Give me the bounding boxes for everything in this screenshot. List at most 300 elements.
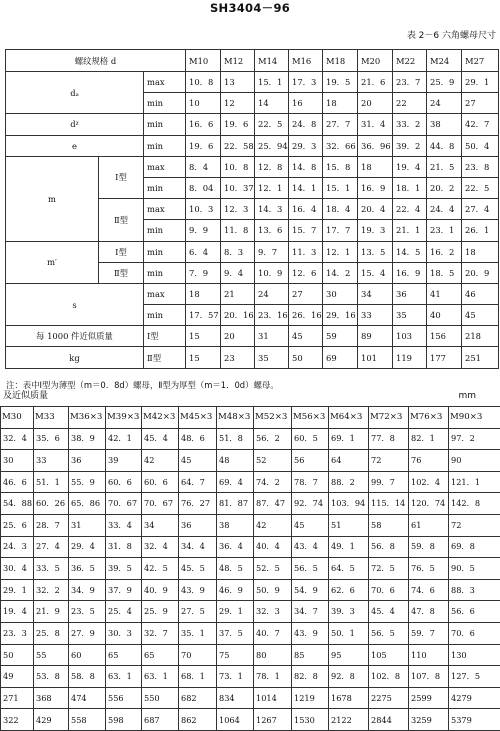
table-row <box>1 428 500 450</box>
table-cell: 50．9 <box>254 579 292 601</box>
column-header: M12 <box>221 50 255 72</box>
table-cell: 40．9 <box>142 579 179 601</box>
table-cell: 34．4 <box>179 536 217 558</box>
table-cell: 12．1 <box>255 177 289 198</box>
table-cell: 25．94 <box>255 135 289 156</box>
table-cell: 60．6 <box>142 471 179 493</box>
table-cell: 18 <box>462 241 499 262</box>
table-cell: 7．9 <box>186 262 221 283</box>
table-cell: 42．7 <box>462 114 499 135</box>
table-cell: 46．9 <box>217 579 254 601</box>
table-cell: 33 <box>358 305 393 326</box>
table-cell: 29．4 <box>69 536 106 558</box>
limit-label: min <box>144 305 186 326</box>
table-row <box>6 347 499 368</box>
table-cell: 32．66 <box>323 135 358 156</box>
table-cell: 39 <box>106 450 142 472</box>
table-row <box>1 622 500 644</box>
row-group-label: e <box>6 135 144 156</box>
table-cell: 24 <box>427 93 462 114</box>
table-cell: 862 <box>179 709 217 731</box>
table-cell: 30 <box>323 283 358 304</box>
table-row <box>6 156 499 177</box>
table-cell: 12 <box>221 93 255 114</box>
table-cell: 65 <box>106 644 142 666</box>
table-cell: 29．1 <box>462 72 499 93</box>
table-cell: 46 <box>462 283 499 304</box>
table-cell: 1219 <box>292 687 329 709</box>
table-cell: 14．1 <box>289 177 323 198</box>
row-group-label: dₐ <box>6 72 144 114</box>
table-cell: 60 <box>69 644 106 666</box>
limit-label: min <box>144 262 186 283</box>
table-cell: 12．3 <box>221 199 255 220</box>
table-cell: 10．37 <box>221 177 255 198</box>
table-cell: 558 <box>69 709 106 731</box>
limit-label: min <box>144 241 186 262</box>
table-cell: 95 <box>329 644 369 666</box>
table-cell: 36．4 <box>217 536 254 558</box>
table-cell: 550 <box>142 687 179 709</box>
table-cell: 10．8 <box>186 72 221 93</box>
table-cell: 13．6 <box>255 220 289 241</box>
table-cell: 20．16 <box>221 305 255 326</box>
table-cell: 102．4 <box>409 471 449 493</box>
table-cell: 31 <box>69 514 106 536</box>
table-cell: 97．2 <box>449 428 500 450</box>
table-cell: 103 <box>393 326 427 347</box>
table-cell: 15 <box>186 326 221 347</box>
table-cell: 474 <box>69 687 106 709</box>
table-cell: 25．9 <box>142 601 179 623</box>
table-cell: 27 <box>462 93 499 114</box>
table-cell: 36．5 <box>69 558 106 580</box>
table-row <box>1 644 500 666</box>
table-cell: 1064 <box>217 709 254 731</box>
table-cell: 9．4 <box>221 262 255 283</box>
column-header: M39×3 <box>106 407 142 429</box>
table-cell: 3259 <box>409 709 449 731</box>
table-cell: 45 <box>292 514 329 536</box>
table-cell: 45 <box>179 450 217 472</box>
table-cell: 21．1 <box>393 220 427 241</box>
table-cell: 34 <box>142 514 179 536</box>
table-cell: 39．5 <box>106 558 142 580</box>
column-header: M64×3 <box>329 407 369 429</box>
limit-label: max <box>144 72 186 93</box>
table-cell: 16．4 <box>289 199 323 220</box>
table-cell: 142．8 <box>449 493 500 515</box>
table-cell: 119 <box>393 347 427 368</box>
table-cell: 23．1 <box>427 220 462 241</box>
table-cell: 27．4 <box>34 536 69 558</box>
table-cell: 322 <box>1 709 34 731</box>
table-cell: 68．1 <box>179 666 217 688</box>
column-header: M18 <box>323 50 358 72</box>
table-cell: 22．5 <box>462 177 499 198</box>
table-cell: 82．1 <box>409 428 449 450</box>
table-cell: 43．9 <box>292 622 329 644</box>
table-row <box>1 450 500 472</box>
table-cell: 48．5 <box>217 558 254 580</box>
column-header: M52×3 <box>254 407 292 429</box>
table-cell: 1267 <box>254 709 292 731</box>
table-cell: 72 <box>449 514 500 536</box>
table-cell: 14．3 <box>255 199 289 220</box>
table-cell: 27．5 <box>179 601 217 623</box>
table-cell: 99．7 <box>369 471 409 493</box>
row-group-label: m′ <box>6 241 99 283</box>
table-cell: 107．8 <box>409 666 449 688</box>
table-cell: 16．2 <box>427 241 462 262</box>
row-group-label: s <box>6 283 144 325</box>
table-cell: 18 <box>323 93 358 114</box>
table2-unit: mm <box>458 390 476 402</box>
table-cell: 50．4 <box>462 135 499 156</box>
table-cell: 30 <box>1 450 34 472</box>
table-cell: 55 <box>34 644 69 666</box>
table-cell: 29．3 <box>289 135 323 156</box>
table-cell: 368 <box>34 687 69 709</box>
table-cell: 14．5 <box>393 241 427 262</box>
table-cell: 2122 <box>329 709 369 731</box>
table-cell: 45 <box>462 305 499 326</box>
column-header: M45×3 <box>179 407 217 429</box>
table-cell: 64 <box>329 450 369 472</box>
table-cell: 20．4 <box>358 199 393 220</box>
table-cell: 81．87 <box>217 493 254 515</box>
table-cell: 11．3 <box>289 241 323 262</box>
table-cell: 65 <box>142 644 179 666</box>
table-cell: 45．5 <box>179 558 217 580</box>
table-cell: 35 <box>255 347 289 368</box>
table-cell: 58 <box>369 514 409 536</box>
table-cell: 21．5 <box>427 156 462 177</box>
table-cell: 19．3 <box>358 220 393 241</box>
table-cell: 177 <box>427 347 462 368</box>
table-cell: 36 <box>393 283 427 304</box>
table-cell: 25．9 <box>427 72 462 93</box>
type-label: Ⅰ型 <box>99 241 144 262</box>
table-cell: 19．6 <box>221 114 255 135</box>
table-cell: 78．1 <box>254 666 292 688</box>
table-cell: 4279 <box>449 687 500 709</box>
table-cell: 35．1 <box>179 622 217 644</box>
table-cell: 42 <box>254 514 292 536</box>
table-cell: 60．26 <box>34 493 69 515</box>
table-header-row <box>6 50 499 72</box>
column-header: M42×3 <box>142 407 179 429</box>
table-cell: 38．9 <box>69 428 106 450</box>
table-cell: 101 <box>358 347 393 368</box>
table1-caption: 表 2－6 六角螺母尺寸 <box>407 30 496 42</box>
table-cell: 56．5 <box>292 558 329 580</box>
table-cell: 39．3 <box>329 601 369 623</box>
table-cell: 61 <box>409 514 449 536</box>
table-cell: 76．27 <box>179 493 217 515</box>
table-cell: 32．7 <box>142 622 179 644</box>
table-cell: 429 <box>34 709 69 731</box>
table-cell: 25．6 <box>1 514 34 536</box>
table-cell: 31．8 <box>106 536 142 558</box>
table-cell: 20．2 <box>427 177 462 198</box>
table-cell: 62．6 <box>329 579 369 601</box>
table-cell: 25．4 <box>106 601 142 623</box>
table-row <box>6 241 499 262</box>
table-cell: 16．9 <box>393 262 427 283</box>
table-cell: 33 <box>34 450 69 472</box>
table-cell: 33．2 <box>393 114 427 135</box>
table-cell: 19．4 <box>1 601 34 623</box>
table-cell: 218 <box>462 326 499 347</box>
table-cell: 78．7 <box>292 471 329 493</box>
column-header: M36×3 <box>69 407 106 429</box>
type-label: Ⅱ型 <box>99 262 144 283</box>
row-group-label: dᵡ <box>6 114 144 135</box>
table-cell: 14 <box>255 93 289 114</box>
table-cell: 15．7 <box>289 220 323 241</box>
table-cell: 45．4 <box>369 601 409 623</box>
table-cell: 21 <box>221 283 255 304</box>
table-cell: 63．1 <box>142 666 179 688</box>
table-row <box>1 601 500 623</box>
table-cell: 834 <box>217 687 254 709</box>
limit-label: Ⅱ型 <box>144 347 186 368</box>
table-cell: 9．9 <box>186 220 221 241</box>
table-cell: 102．8 <box>369 666 409 688</box>
table-cell: 156 <box>427 326 462 347</box>
table-row <box>1 493 500 515</box>
column-header: M27 <box>462 50 499 72</box>
table-cell: 74．6 <box>409 579 449 601</box>
table-cell: 41 <box>427 283 462 304</box>
table-cell: 121．1 <box>449 471 500 493</box>
table-cell: 64．5 <box>329 558 369 580</box>
table-cell: 12．6 <box>289 262 323 283</box>
table-cell: 30．4 <box>1 558 34 580</box>
table-row <box>6 114 499 135</box>
table-cell: 19．6 <box>186 135 221 156</box>
table-cell: 54．9 <box>292 579 329 601</box>
table-cell: 14．2 <box>323 262 358 283</box>
limit-label: max <box>144 199 186 220</box>
table-cell: 12．1 <box>323 241 358 262</box>
table-cell: 27．9 <box>69 622 106 644</box>
type-label: Ⅱ型 <box>99 199 144 241</box>
table-cell: 33．5 <box>34 558 69 580</box>
table-cell: 39．2 <box>393 135 427 156</box>
table-cell: 50 <box>1 644 34 666</box>
table-cell: 687 <box>142 709 179 731</box>
table-cell: 2844 <box>369 709 409 731</box>
table-cell: 63．1 <box>106 666 142 688</box>
table-row <box>1 687 500 709</box>
table-cell: 64．7 <box>179 471 217 493</box>
column-header: M76×3 <box>409 407 449 429</box>
table-cell: 76 <box>409 450 449 472</box>
table-cell: 92．8 <box>329 666 369 688</box>
table-note: 注：表中Ⅰ型为薄型（m＝0．8d）螺母，Ⅱ型为厚型（m＝1．0d）螺母。 <box>6 379 279 391</box>
table-cell: 11．8 <box>221 220 255 241</box>
table-cell: 22．4 <box>393 199 427 220</box>
table-cell: 69．1 <box>329 428 369 450</box>
table-cell: 44．8 <box>427 135 462 156</box>
table-cell: 21．9 <box>34 601 69 623</box>
table-cell: 103．94 <box>329 493 369 515</box>
hex-nut-dimension-table <box>5 49 499 369</box>
table-cell: 34．7 <box>292 601 329 623</box>
table-cell: 51 <box>329 514 369 536</box>
limit-label: max <box>144 283 186 304</box>
table-cell: 70．6 <box>449 622 500 644</box>
table-cell: 74．2 <box>254 471 292 493</box>
table-cell: 556 <box>106 687 142 709</box>
table-cell: 36 <box>69 450 106 472</box>
table-cell: 90 <box>449 450 500 472</box>
table-cell: 27 <box>289 283 323 304</box>
table-cell: 49 <box>1 666 34 688</box>
table-cell: 29．1 <box>217 601 254 623</box>
table-cell: 110 <box>409 644 449 666</box>
table-cell: 76．5 <box>409 558 449 580</box>
table-cell: 1014 <box>254 687 292 709</box>
table-cell: 17．57 <box>186 305 221 326</box>
table-row <box>6 283 499 304</box>
table-cell: 38 <box>427 114 462 135</box>
table-cell: 56．5 <box>369 622 409 644</box>
table-cell: 52．5 <box>254 558 292 580</box>
table-cell: 12．8 <box>255 156 289 177</box>
table-cell: 69 <box>323 347 358 368</box>
table-cell: 18．1 <box>393 177 427 198</box>
table-row <box>6 326 499 347</box>
table-cell: 45．4 <box>142 428 179 450</box>
limit-label: min <box>144 93 186 114</box>
table-cell: 85 <box>292 644 329 666</box>
table-cell: 50 <box>289 347 323 368</box>
table-cell: 16 <box>289 93 323 114</box>
column-header: M33 <box>34 407 69 429</box>
limit-label: max <box>144 156 186 177</box>
table-cell: 24．4 <box>427 199 462 220</box>
table-cell: 23．7 <box>393 72 427 93</box>
table-cell: 59．7 <box>409 622 449 644</box>
table-cell: 30．3 <box>106 622 142 644</box>
table2-caption: 及近似质量 <box>3 390 48 402</box>
table-cell: 27．4 <box>462 199 499 220</box>
table-row <box>6 135 499 156</box>
table-cell: 13 <box>221 72 255 93</box>
table-cell: 42．5 <box>142 558 179 580</box>
table-cell: 27．7 <box>323 114 358 135</box>
table-cell: 70．67 <box>106 493 142 515</box>
table-cell: 53．8 <box>34 666 69 688</box>
column-header: M14 <box>255 50 289 72</box>
table-cell: 15．8 <box>323 156 358 177</box>
row-group-label: 每 1000 件近似质量 <box>6 326 144 347</box>
table-cell: 25．8 <box>34 622 69 644</box>
table-cell: 20 <box>221 326 255 347</box>
table-cell: 48．6 <box>179 428 217 450</box>
table-cell: 23．3 <box>1 622 34 644</box>
table-cell: 5379 <box>449 709 500 731</box>
table-row <box>1 709 500 731</box>
table-cell: 73．1 <box>217 666 254 688</box>
table-cell: 54．88 <box>1 493 34 515</box>
table-cell: 45 <box>289 326 323 347</box>
table-cell: 65．86 <box>69 493 106 515</box>
table-cell: 55．9 <box>69 471 106 493</box>
table-cell: 8．04 <box>186 177 221 198</box>
table-cell: 56．8 <box>369 536 409 558</box>
table-cell: 598 <box>106 709 142 731</box>
table-row <box>1 536 500 558</box>
table-cell: 72．5 <box>369 558 409 580</box>
table-cell: 10．9 <box>255 262 289 283</box>
table-cell: 8．4 <box>186 156 221 177</box>
table-cell: 22．5 <box>255 114 289 135</box>
table-cell: 19．5 <box>323 72 358 93</box>
table-cell: 51．8 <box>217 428 254 450</box>
table-cell: 9．7 <box>255 241 289 262</box>
table-cell: 16．6 <box>186 114 221 135</box>
table-cell: 6．4 <box>186 241 221 262</box>
table-cell: 47．8 <box>409 601 449 623</box>
table-cell: 10．8 <box>221 156 255 177</box>
type-label: Ⅰ型 <box>99 156 144 198</box>
table-cell: 82．8 <box>292 666 329 688</box>
table-cell: 13．5 <box>358 241 393 262</box>
table-cell: 251 <box>462 347 499 368</box>
table-cell: 32．3 <box>254 601 292 623</box>
column-header: M22 <box>393 50 427 72</box>
table-cell: 48 <box>217 450 254 472</box>
table-cell: 75 <box>217 644 254 666</box>
table-cell: 127．5 <box>449 666 500 688</box>
table-cell: 20．9 <box>462 262 499 283</box>
table-cell: 40．7 <box>254 622 292 644</box>
table-cell: 682 <box>179 687 217 709</box>
table-cell: 24 <box>255 283 289 304</box>
table-cell: 34 <box>358 283 393 304</box>
table-cell: 22 <box>393 93 427 114</box>
document-code: SH3404－96 <box>0 0 500 16</box>
column-header: M72×3 <box>369 407 409 429</box>
limit-label: Ⅰ型 <box>144 326 186 347</box>
limit-label: min <box>144 177 186 198</box>
column-header: M90×3 <box>449 407 500 429</box>
table-cell: 35．6 <box>34 428 69 450</box>
table-cell: 70．6 <box>369 579 409 601</box>
limit-label: min <box>144 220 186 241</box>
table-cell: 35 <box>393 305 427 326</box>
table-row <box>1 666 500 688</box>
table-cell: 2599 <box>409 687 449 709</box>
table-cell: 46．6 <box>1 471 34 493</box>
table-cell: 33．4 <box>106 514 142 536</box>
column-header: M20 <box>358 50 393 72</box>
spec-label: 螺纹规格 d <box>6 50 186 72</box>
table-row <box>1 579 500 601</box>
table-cell: 10．3 <box>186 199 221 220</box>
hex-nut-dimension-table-continued <box>0 406 500 731</box>
table-cell: 26．16 <box>289 305 323 326</box>
table-cell: 50．1 <box>329 622 369 644</box>
table-cell: 88．3 <box>449 579 500 601</box>
table-cell: 38 <box>217 514 254 536</box>
table-cell: 23 <box>221 347 255 368</box>
table-cell: 1530 <box>292 709 329 731</box>
